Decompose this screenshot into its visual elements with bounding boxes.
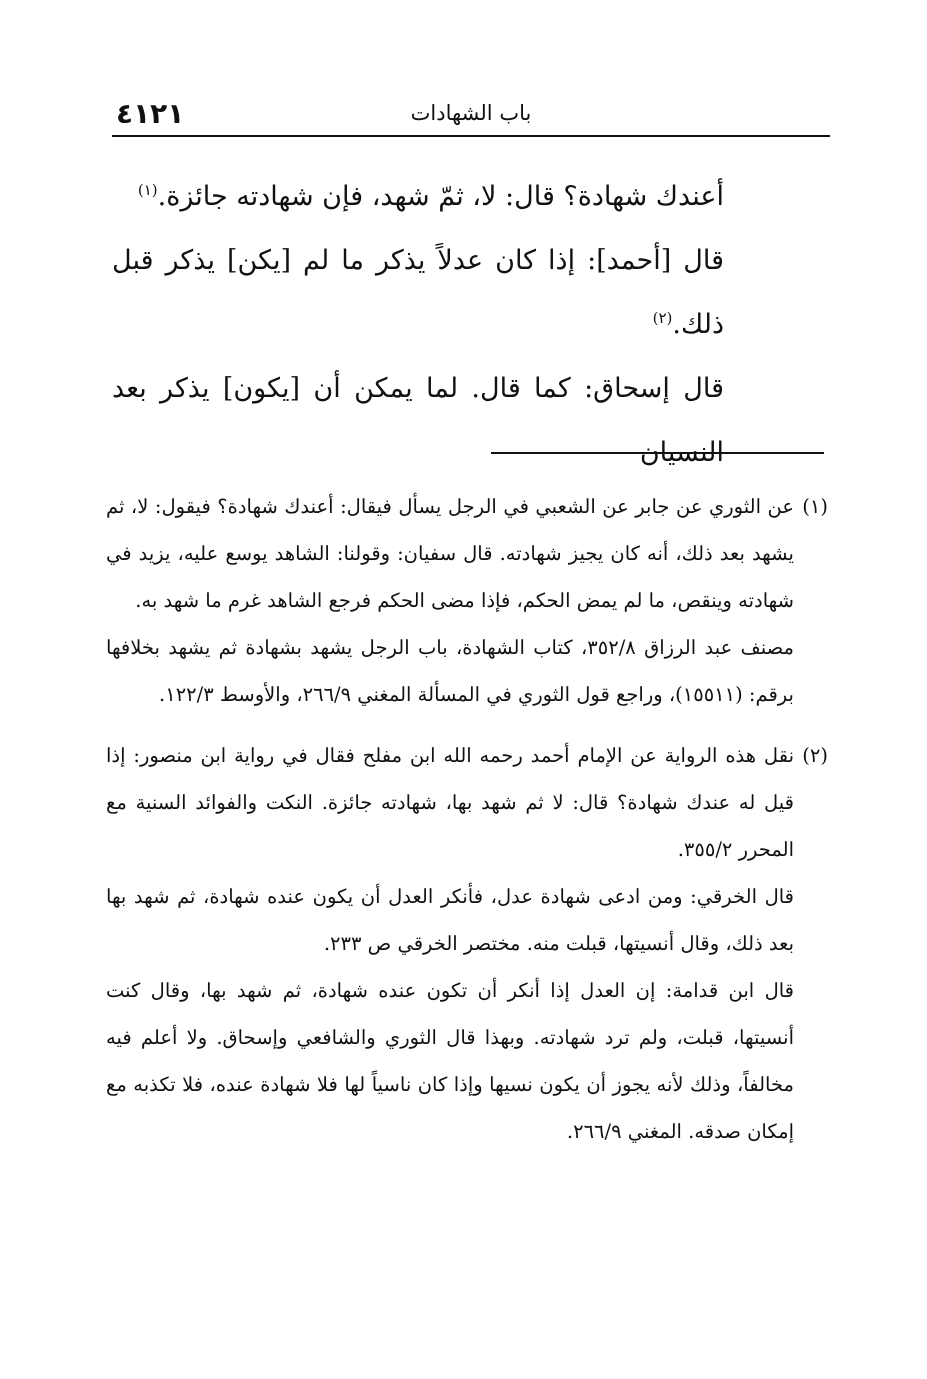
footnote-paragraph: قال ابن قدامة: إن العدل إذا أنكر أن تكون عنده شهادة، ثم شهد بها، وقال كنت أنسيتها، قبلت، ولم ترد شهادته. وبهذا قال الثوري والشافعي وإسحاق. ولا أعلم فيه مخالفاً، وذلك لأنه يجوز أن يكون نسيها وإذا كان ناسياً لها فلا شهادة عنده، فلا تكذبه مع إمكان صدقه. المغني ٢٦٦/٩. xyxy=(106,979,794,1143)
footnote-paragraph: مصنف عبد الرزاق ٣٥٢/٨، كتاب الشهادة، باب الرجل يشهد بشهادة ثم يشهد بخلافها برقم: (١٥٥١١)، وراجع قول الثوري في المسألة المغني ٢٦٦/٩، والأوسط ١٢٢/٣. xyxy=(106,636,794,706)
header-rule xyxy=(112,135,830,137)
main-paragraph: قال إسحاق: كما قال. لما يمكن أن [يكون] يذكر بعد النسيان xyxy=(112,373,724,468)
footnote-marker: (١) xyxy=(137,181,158,199)
footnote-spacer xyxy=(106,718,828,732)
main-paragraph: قال [أحمد]: إذا كان عدلاً يذكر ما لم [يكن] يذكر قبل ذلك.$^{(٢)}$ xyxy=(112,245,724,340)
footnote-rule xyxy=(491,452,824,454)
page-number: ٤١٢١ xyxy=(116,97,185,130)
footnote-paragraph: عن الثوري عن جابر عن الشعبي في الرجل يسأل فيقال: أعندك شهادة؟ فيقول: لا، ثم يشهد بعد ذلك، أنه كان يجيز شهادته. قال سفيان: وقولنا: الشاهد يوسع عليه، يزيد في شهادته وينقص، ما لم يمض الحكم، فإذا مضى الحكم فرجع الشاهد غرم ما شهد به. xyxy=(106,495,794,612)
main-paragraph: أعندك شهادة؟ قال: لا، ثمّ شهد، فإن شهادته جائزة.$^{(١)}$ xyxy=(137,181,724,212)
main-text xyxy=(112,165,724,485)
footnote-number: (١) xyxy=(802,495,828,518)
footnote-paragraph: قال الخرقي: ومن ادعى شهادة عدل، فأنكر العدل أن يكون عنده شهادة، ثم شهد بها بعد ذلك، وقال أنسيتها، قبلت منه. مختصر الخرقي ص ٢٣٣. xyxy=(106,885,794,955)
footnote-paragraph: نقل هذه الرواية عن الإمام أحمد رحمه الله ابن مفلح فقال في رواية ابن منصور: إذا قيل له عندك شهادة؟ قال: لا ثم شهد بها، شهادته جائزة. النكت والفوائد السنية مع المحرر ٣٥٥/٢. xyxy=(106,744,794,861)
footnote-1 xyxy=(106,483,828,718)
running-title: باب الشهادات xyxy=(410,101,532,125)
footnote-2 xyxy=(106,732,828,1155)
footnotes xyxy=(106,483,828,1155)
footnote-number: (٢) xyxy=(802,744,828,767)
footnote-marker: (٢) xyxy=(652,309,673,327)
page-header xyxy=(112,95,830,135)
